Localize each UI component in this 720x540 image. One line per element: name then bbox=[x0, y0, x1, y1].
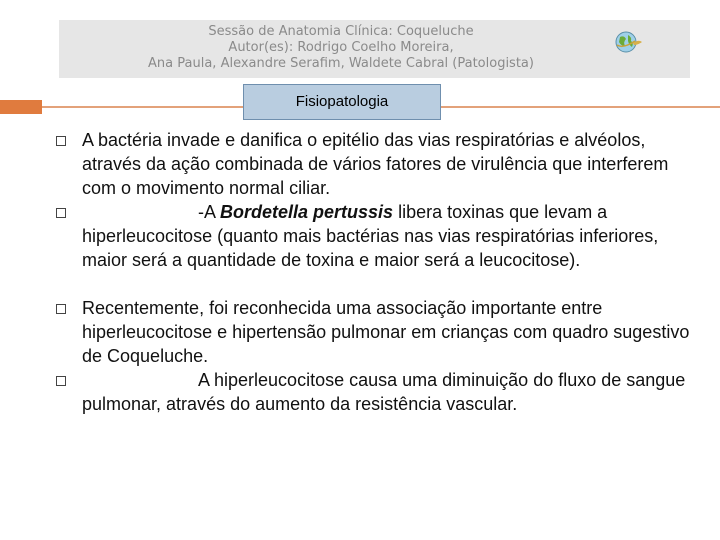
bullet-prefix: -A bbox=[198, 202, 221, 222]
bullet-body: A hiperleucocitose causa uma diminuição do fluxo de sangue pulmonar, através do aumento da resistência vascular. bbox=[82, 370, 686, 414]
bullet-text bbox=[82, 368, 692, 416]
authors-line-1: Autor(es): Rodrigo Coelho Moreira, bbox=[228, 40, 454, 55]
organism-name: Bordetella pertussis bbox=[220, 202, 394, 222]
square-bullet-icon bbox=[56, 208, 66, 218]
square-bullet-icon bbox=[56, 136, 66, 146]
bullet-body: libera toxinas que levam a hiperleucocitose (quanto mais bactérias nas vias respiratórias inferiores, maior será a quantidade de toxina e maior será a leucocitose). bbox=[82, 202, 659, 270]
bullet-text bbox=[82, 200, 692, 272]
section-title-box bbox=[243, 84, 441, 120]
bullet-text: A bactéria invade e danifica o epitélio das vias respiratórias e alvéolos, através da ação combinada de vários fatores de virulência que interferem com o movimento normal ciliar. bbox=[82, 130, 669, 198]
square-bullet-icon bbox=[56, 376, 66, 386]
globe-icon bbox=[613, 29, 643, 55]
session-title: Sessão de Anatomia Clínica: Coqueluche bbox=[208, 24, 474, 39]
slide-header bbox=[59, 20, 690, 78]
accent-bar bbox=[0, 100, 42, 114]
authors-line-2: Ana Paula, Alexandre Serafim, Waldete Cabral (Patologista) bbox=[148, 56, 534, 71]
bullet-text: Recentemente, foi reconhecida uma associação importante entre hiperleucocitose e hipertensão pulmonar em crianças com quadro sugestivo de Coqueluche. bbox=[82, 298, 690, 366]
square-bullet-icon bbox=[56, 304, 66, 314]
section-title: Fisiopatologia bbox=[295, 93, 389, 110]
header-text-block bbox=[59, 24, 623, 72]
